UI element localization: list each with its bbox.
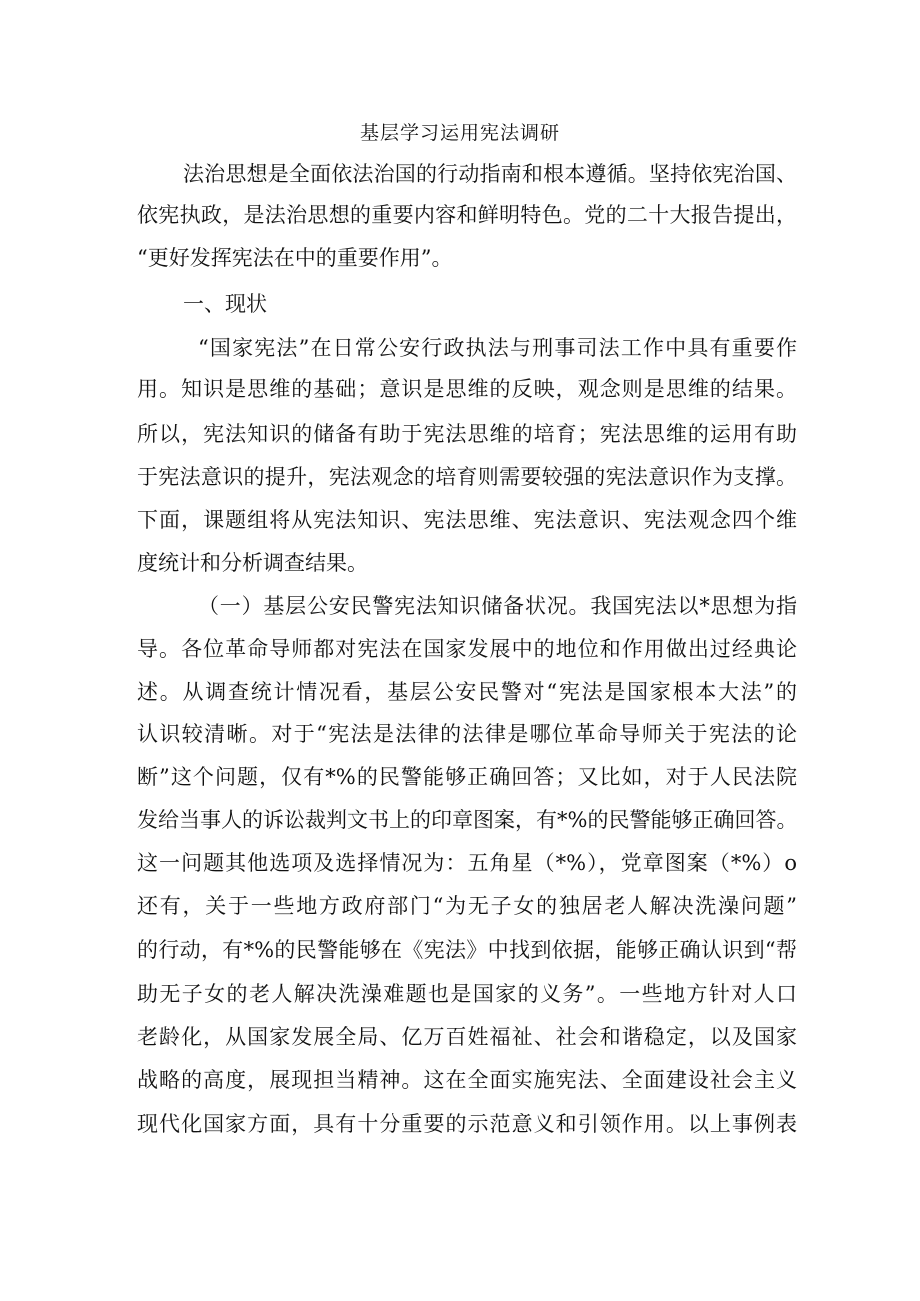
paragraph-line: 助无子女的老人解决洗澡难题也是国家的义务”。一些地方针对人口 [137, 982, 797, 1006]
paragraph-line: “更好发挥宪法在中的重要作用”。 [137, 246, 453, 270]
section-heading: 一、现状 [183, 292, 267, 316]
paragraph-line: 下面，课题组将从宪法知识、宪法思维、宪法意识、宪法观念四个维 [137, 508, 797, 532]
paragraph-line: （一）基层公安民警宪法知识储备状况。我国宪法以*思想为指 [198, 594, 797, 618]
paragraph-line: 述。从调查统计情况看，基层公安民警对“宪法是国家根本大法”的 [137, 680, 797, 704]
paragraph-line: 用。知识是思维的基础；意识是思维的反映，观念则是思维的结果。 [137, 377, 797, 401]
paragraph-line: 导。各位革命导师都对宪法在国家发展中的地位和作用做出过经典论 [137, 637, 797, 661]
paragraph-line: 战略的高度，展现担当精神。这在全面实施宪法、全面建设社会主义 [137, 1068, 797, 1092]
paragraph-line: 这一问题其他选项及选择情况为：五角星（*%），党章图案（*%）o [137, 851, 797, 875]
document-title: 基层学习运用宪法调研 [359, 122, 560, 144]
paragraph-line: “国家宪法”在日常公安行政执法与刑事司法工作中具有重要作 [198, 336, 797, 360]
paragraph-line: 现代化国家方面，具有十分重要的示范意义和引领作用。以上事例表 [137, 1112, 797, 1136]
paragraph-line: 还有，关于一些地方政府部门“为无子女的独居老人解决洗澡问题” [137, 894, 797, 918]
paragraph-line: 依宪执政，是法治思想的重要内容和鲜明特色。党的二十大报告提出， [137, 203, 797, 227]
paragraph-line: 老龄化，从国家发展全局、亿万百姓福祉、社会和谐稳定，以及国家 [137, 1025, 797, 1049]
paragraph-line: 所以，宪法知识的储备有助于宪法思维的培育；宪法思维的运用有助 [137, 422, 797, 446]
paragraph-line: 于宪法意识的提升，宪法观念的培育则需要较强的宪法意识作为支撑。 [137, 465, 797, 489]
paragraph-line: 法治思想是全面依法治国的行动指南和根本遵循。坚持依宪治国、 [183, 162, 797, 186]
paragraph-line: 的行动，有*%的民警能够在《宪法》中找到依据，能够正确认识到“帮 [137, 938, 797, 962]
paragraph-line: 发给当事人的诉讼裁判文书上的印章图案，有*%的民警能够正确回答。 [137, 808, 798, 832]
paragraph-line: 断”这个问题，仅有*%的民警能够正确回答；又比如，对于人民法院 [137, 765, 797, 789]
paragraph-line: 度统计和分析调查结果。 [137, 551, 368, 575]
paragraph-line: 认识较清晰。对于“宪法是法律的法律是哪位革命导师关于宪法的论 [137, 722, 797, 746]
